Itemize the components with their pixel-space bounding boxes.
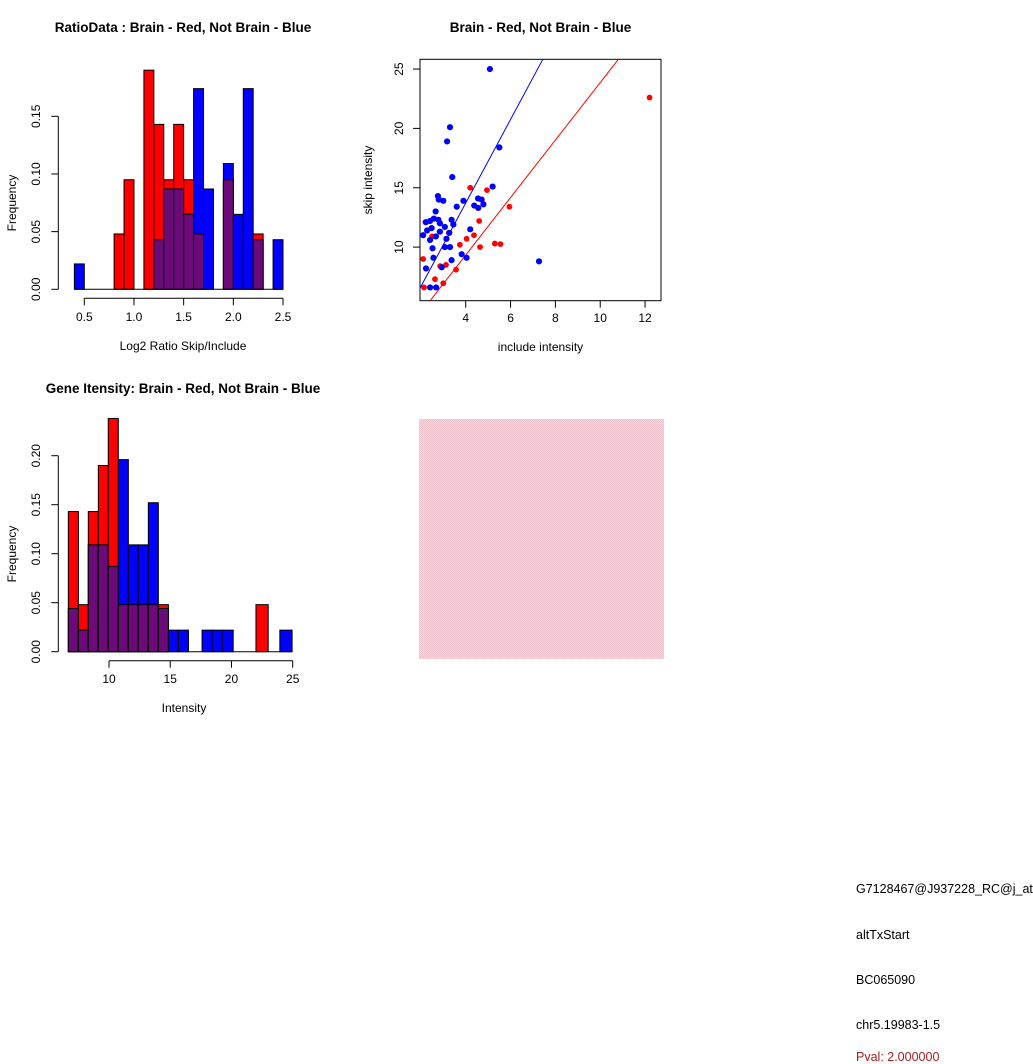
y-tick-label: 0.05 [29, 219, 43, 244]
scatter-point-blue [475, 205, 481, 211]
scatter-point-blue [475, 195, 481, 201]
y-tick-label: 0.15 [29, 104, 43, 128]
scatter-point-red [484, 187, 490, 193]
scatter-point-blue [420, 232, 426, 238]
scatter-point-blue [447, 244, 453, 250]
scatter-point-blue [437, 229, 443, 235]
hist-bar-overlap [138, 605, 148, 652]
y-axis-label: skip intensity [361, 145, 375, 215]
y-tick-label: 0.15 [29, 493, 43, 517]
scatter-point-blue [449, 174, 455, 180]
scatter-point-blue [433, 208, 439, 214]
info-line-pval: Pval: 2.000000 [856, 1050, 940, 1064]
x-tick-label: 20 [224, 672, 239, 686]
scatter-point-blue [427, 284, 433, 290]
hist-bar-overlap [184, 214, 194, 289]
hist-bar-overlap [174, 189, 184, 289]
x-tick-label: 0.5 [75, 310, 93, 324]
scatter-point-blue [480, 201, 486, 207]
hist-bar-overlap [108, 566, 118, 651]
hist-bar-blue [243, 89, 253, 290]
x-tick-label: 8 [552, 311, 559, 325]
hist-bar-blue [212, 630, 223, 652]
scatter-point-red [647, 95, 653, 101]
hist-bar-blue [168, 630, 178, 652]
hist-bar-overlap [154, 240, 164, 290]
scatter-point-blue [463, 255, 469, 261]
hist-bar-overlap [118, 605, 128, 652]
x-axis-label: Log2 Ratio Skip/Include [119, 339, 247, 353]
scatter-point-red [457, 242, 463, 248]
scatter-point-blue [427, 237, 433, 243]
hist-bar-red [144, 70, 154, 289]
hist-bar-blue [233, 214, 243, 289]
scatter-point-blue [467, 226, 473, 232]
hist-bar-blue [202, 630, 213, 652]
scatter-point-blue [487, 66, 493, 72]
x-tick-label: 2.0 [224, 310, 242, 324]
scatter-point-blue [423, 219, 429, 225]
scatter-point-blue [429, 245, 435, 251]
info-line-accession: BC065090 [856, 973, 916, 987]
y-axis-label: Frequency [5, 525, 19, 583]
x-axis-label: Intensity [161, 701, 207, 715]
scatter-point-blue [454, 204, 460, 210]
x-tick-label: 2.5 [274, 310, 292, 324]
scatter-point-red [476, 218, 482, 224]
hist-bar-overlap [88, 545, 98, 652]
scatter-point-red [432, 276, 438, 282]
scatter-point-blue [447, 124, 453, 130]
scatter-point-red [421, 285, 427, 291]
panel-gene_histogram [5, 381, 321, 715]
scatter-point-blue [440, 198, 446, 204]
scatter-point-blue [496, 144, 502, 150]
scatter-point-red [440, 280, 446, 286]
y-tick-label: 0.00 [29, 640, 43, 664]
scatter-point-blue [536, 258, 542, 264]
scatter-point-blue [423, 265, 429, 271]
scatter-point-blue [433, 233, 439, 239]
hist-bar-blue [204, 189, 214, 289]
hist-bar-overlap [194, 234, 204, 289]
scatter-point-blue [433, 284, 439, 290]
y-tick-label: 25 [392, 62, 406, 76]
scatter-point-red [453, 267, 459, 273]
x-tick-label: 15 [163, 672, 177, 686]
hist-bar-overlap [78, 630, 88, 652]
y-tick-label: 0.10 [29, 542, 43, 566]
scatter-point-red [507, 204, 513, 210]
scatter-point-blue [448, 257, 454, 263]
scatter-point-blue [442, 224, 448, 230]
y-tick-label: 20 [392, 121, 406, 136]
x-tick-label: 25 [286, 672, 300, 686]
hist-bar-blue [280, 630, 292, 652]
scatter-point-blue [443, 236, 449, 242]
x-tick-label: 4 [462, 311, 470, 325]
hist-bar-red [114, 234, 124, 289]
chart-title: RatioData : Brain - Red, Not Brain - Blue [54, 20, 312, 35]
scatter-point-blue [490, 183, 496, 189]
scatter-point-blue [460, 198, 466, 204]
y-tick-label: 0.10 [29, 162, 43, 186]
hist-bar-overlap [68, 609, 78, 652]
hist-bar-blue [273, 240, 283, 290]
hist-bar-overlap [223, 180, 233, 290]
panel-ratio_histogram [5, 20, 312, 353]
y-tick-label: 0.20 [29, 444, 43, 468]
fit-line-brain-fit [430, 59, 618, 300]
scatter-point-red [477, 244, 483, 250]
info-line-probe-id: G7128467@J937228_RC@j_at [856, 882, 1033, 896]
hist-bar-overlap [128, 605, 138, 652]
x-axis-label: include intensity [497, 340, 584, 354]
scatter-point-blue [444, 138, 450, 144]
panel-intensity_scatter [361, 20, 661, 354]
scatter-point-blue [439, 264, 445, 270]
y-tick-label: 15 [392, 181, 406, 195]
y-tick-label: 0.05 [29, 591, 43, 615]
y-axis-label: Frequency [5, 174, 19, 232]
hist-bar-overlap [148, 605, 158, 652]
hist-bar-overlap [98, 545, 108, 652]
hist-bar-blue [74, 264, 84, 289]
x-tick-label: 10 [593, 311, 607, 325]
y-tick-label: 10 [392, 240, 406, 254]
chart-title: Brain - Red, Not Brain - Blue [449, 20, 632, 35]
scatter-point-red [492, 241, 498, 247]
scatter-point-red [420, 256, 426, 262]
x-tick-label: 10 [102, 672, 116, 686]
hist-bar-red [124, 180, 134, 290]
x-tick-label: 1.5 [175, 310, 192, 324]
x-tick-label: 6 [507, 311, 514, 325]
hist-bar-blue [178, 630, 188, 652]
scatter-point-red [471, 232, 477, 238]
scatter-point-blue [424, 227, 430, 233]
chart-title: Gene Itensity: Brain - Red, Not Brain - Blue [45, 381, 321, 396]
info-line-event-type: altTxStart [856, 928, 910, 942]
hist-bar-overlap [253, 240, 263, 290]
hist-bar-red [256, 605, 268, 652]
scatter-point-red [464, 236, 470, 242]
scatter-point-blue [446, 230, 452, 236]
scatter-point-red [467, 185, 473, 191]
x-tick-label: 12 [638, 311, 652, 325]
info-panel [419, 419, 1033, 1064]
info-line-locus: chr5.19983-1.5 [856, 1018, 941, 1032]
fit-line-not-brain-fit [420, 59, 543, 288]
plot-box [420, 59, 661, 300]
scatter-point-blue [430, 255, 436, 261]
scatter-point-red [498, 241, 504, 247]
scatter-point-blue [450, 221, 456, 227]
x-tick-label: 1.0 [125, 310, 143, 324]
y-tick-label: 0.00 [29, 277, 43, 301]
hist-bar-overlap [158, 609, 168, 652]
hist-bar-overlap [164, 189, 174, 289]
hist-bar-blue [222, 630, 233, 652]
